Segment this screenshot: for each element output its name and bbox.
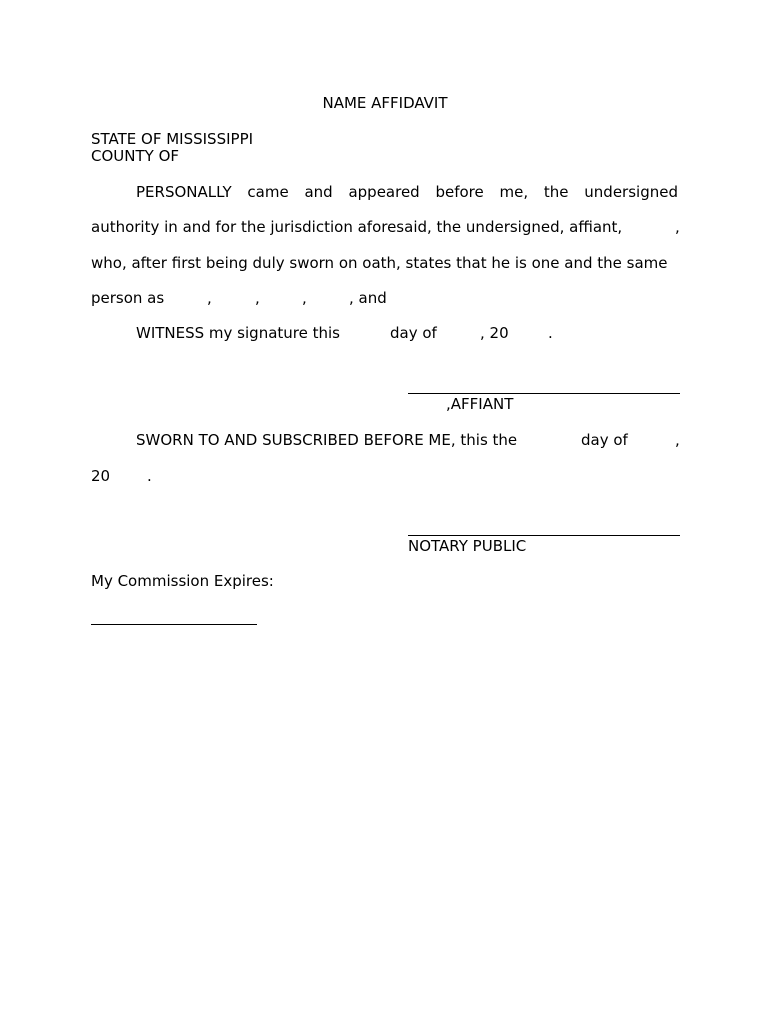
county-line: COUNTY OF bbox=[91, 147, 180, 165]
witness-period: . bbox=[548, 324, 553, 342]
paragraph1-line2: authority in and for the jurisdiction aforesaid, the undersigned, affiant, bbox=[91, 218, 623, 236]
sworn-day-of: day of bbox=[581, 431, 628, 449]
sworn-comma: , bbox=[675, 431, 680, 449]
state-line: STATE OF MISSISSIPPI bbox=[91, 130, 254, 148]
paragraph1-line2-comma: , bbox=[675, 218, 680, 236]
notary-signature-line bbox=[408, 535, 680, 536]
word: came bbox=[247, 183, 289, 201]
word: me, bbox=[499, 183, 529, 201]
word: PERSONALLY bbox=[136, 183, 232, 201]
paragraph1-line1 bbox=[136, 183, 678, 201]
paragraph1-line4-lead: person as bbox=[91, 289, 165, 307]
word: before bbox=[435, 183, 484, 201]
affiant-label: ,AFFIANT bbox=[446, 395, 514, 413]
commission-date-line bbox=[91, 624, 257, 625]
affiant-signature-line bbox=[408, 393, 680, 394]
sworn-year-prefix: 20 bbox=[91, 467, 111, 485]
paragraph1-line4-comma3: , bbox=[302, 289, 307, 307]
word: undersigned bbox=[584, 183, 678, 201]
witness-day-of: day of bbox=[390, 324, 437, 342]
document-title: NAME AFFIDAVIT bbox=[322, 94, 448, 112]
notary-label: NOTARY PUBLIC bbox=[408, 537, 527, 555]
paragraph1-line3: who, after first being duly sworn on oath, states that he is one and the same bbox=[91, 254, 668, 272]
commission-label: My Commission Expires: bbox=[91, 572, 274, 590]
sworn-period: . bbox=[147, 467, 152, 485]
word: the bbox=[543, 183, 569, 201]
paragraph1-line4-tail: , and bbox=[349, 289, 387, 307]
witness-year-prefix: , 20 bbox=[480, 324, 509, 342]
word: appeared bbox=[348, 183, 420, 201]
paragraph1-line4-comma2: , bbox=[255, 289, 260, 307]
paragraph1-line4-comma1: , bbox=[207, 289, 212, 307]
word: and bbox=[304, 183, 333, 201]
witness-lead: WITNESS my signature this bbox=[136, 324, 340, 342]
sworn-lead: SWORN TO AND SUBSCRIBED BEFORE ME, this the bbox=[136, 431, 518, 449]
